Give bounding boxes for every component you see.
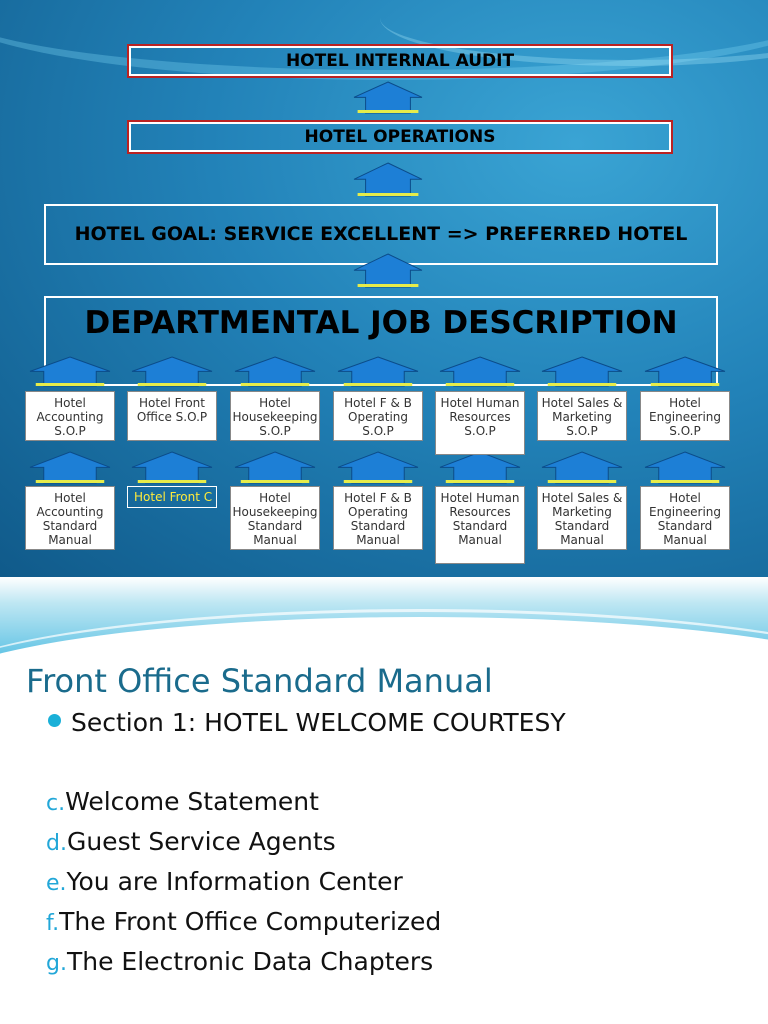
section-bullet: [48, 708, 566, 737]
up-arrow-icon: [353, 253, 423, 289]
manual-box: Hotel Engineering Standard Manual: [640, 486, 730, 550]
list-item: [46, 907, 441, 947]
divider-swoosh-line: [0, 609, 768, 662]
list-item-text: You are Information Center: [66, 867, 403, 896]
manual-box: Hotel Sales & Marketing Standard Manual: [537, 486, 627, 550]
list-item: [46, 827, 441, 867]
list-item-letter: d.: [46, 831, 67, 856]
manual-box: Hotel Front C: [127, 486, 217, 508]
bullet-dot-icon: [48, 714, 61, 727]
up-arrow-icon: [439, 356, 521, 388]
list-item-text: The Electronic Data Chapters: [66, 947, 434, 976]
up-arrow-icon: [644, 451, 726, 485]
section-label: Section 1: HOTEL WELCOME COURTESY: [71, 708, 566, 737]
up-arrow-icon: [131, 451, 213, 485]
list-item-text: Welcome Statement: [65, 787, 319, 816]
up-arrow-icon: [353, 81, 423, 115]
sop-box: Hotel Accounting S.O.P: [25, 391, 115, 441]
sop-box: Hotel F & B Operating S.O.P: [333, 391, 423, 441]
list-item: [46, 787, 441, 827]
up-arrow-icon: [541, 451, 623, 485]
list-item-text: The Front Office Computerized: [59, 907, 442, 936]
sop-box: Hotel Sales & Marketing S.O.P: [537, 391, 627, 441]
slide-title: Front Office Standard Manual: [26, 662, 493, 700]
list-item-letter: c.: [46, 791, 66, 816]
up-arrow-icon: [29, 451, 111, 485]
up-arrow-icon: [131, 356, 213, 388]
operations-box: [127, 120, 673, 154]
up-arrow-icon: [337, 356, 419, 388]
goal-label: HOTEL GOAL: SERVICE EXCELLENT => PREFERRED HOTEL: [74, 223, 688, 245]
sop-box: Hotel Front Office S.O.P: [127, 391, 217, 441]
manual-box: Hotel F & B Operating Standard Manual: [333, 486, 423, 550]
sop-box: Hotel Housekeeping S.O.P: [230, 391, 320, 441]
manual-box: Hotel Human Resources Standard Manual: [435, 486, 525, 564]
up-arrow-icon: [234, 356, 316, 388]
section-list: [46, 787, 441, 987]
list-item: [46, 947, 441, 987]
sop-box: Hotel Engineering S.O.P: [640, 391, 730, 441]
up-arrow-icon: [541, 356, 623, 388]
slide-divider: [0, 577, 768, 662]
up-arrow-icon: [29, 356, 111, 388]
up-arrow-icon: [234, 451, 316, 485]
up-arrow-icon: [337, 451, 419, 485]
manual-box: Hotel Housekeeping Standard Manual: [230, 486, 320, 550]
department-label: DEPARTMENTAL JOB DESCRIPTION: [84, 305, 678, 341]
internal-audit-box: [127, 44, 673, 78]
list-item: [46, 867, 441, 907]
manual-box: Hotel Accounting Standard Manual: [25, 486, 115, 550]
sop-box: Hotel Human Resources S.O.P: [435, 391, 525, 455]
up-arrow-icon: [353, 162, 423, 198]
list-item-letter: e.: [46, 871, 67, 896]
list-item-text: Guest Service Agents: [66, 827, 336, 856]
list-item-letter: g.: [46, 951, 67, 976]
up-arrow-icon: [644, 356, 726, 388]
list-item-letter: f.: [46, 911, 60, 936]
operations-label: HOTEL OPERATIONS: [304, 127, 496, 147]
up-arrow-icon: [439, 451, 521, 485]
internal-audit-label: HOTEL INTERNAL AUDIT: [285, 51, 515, 71]
